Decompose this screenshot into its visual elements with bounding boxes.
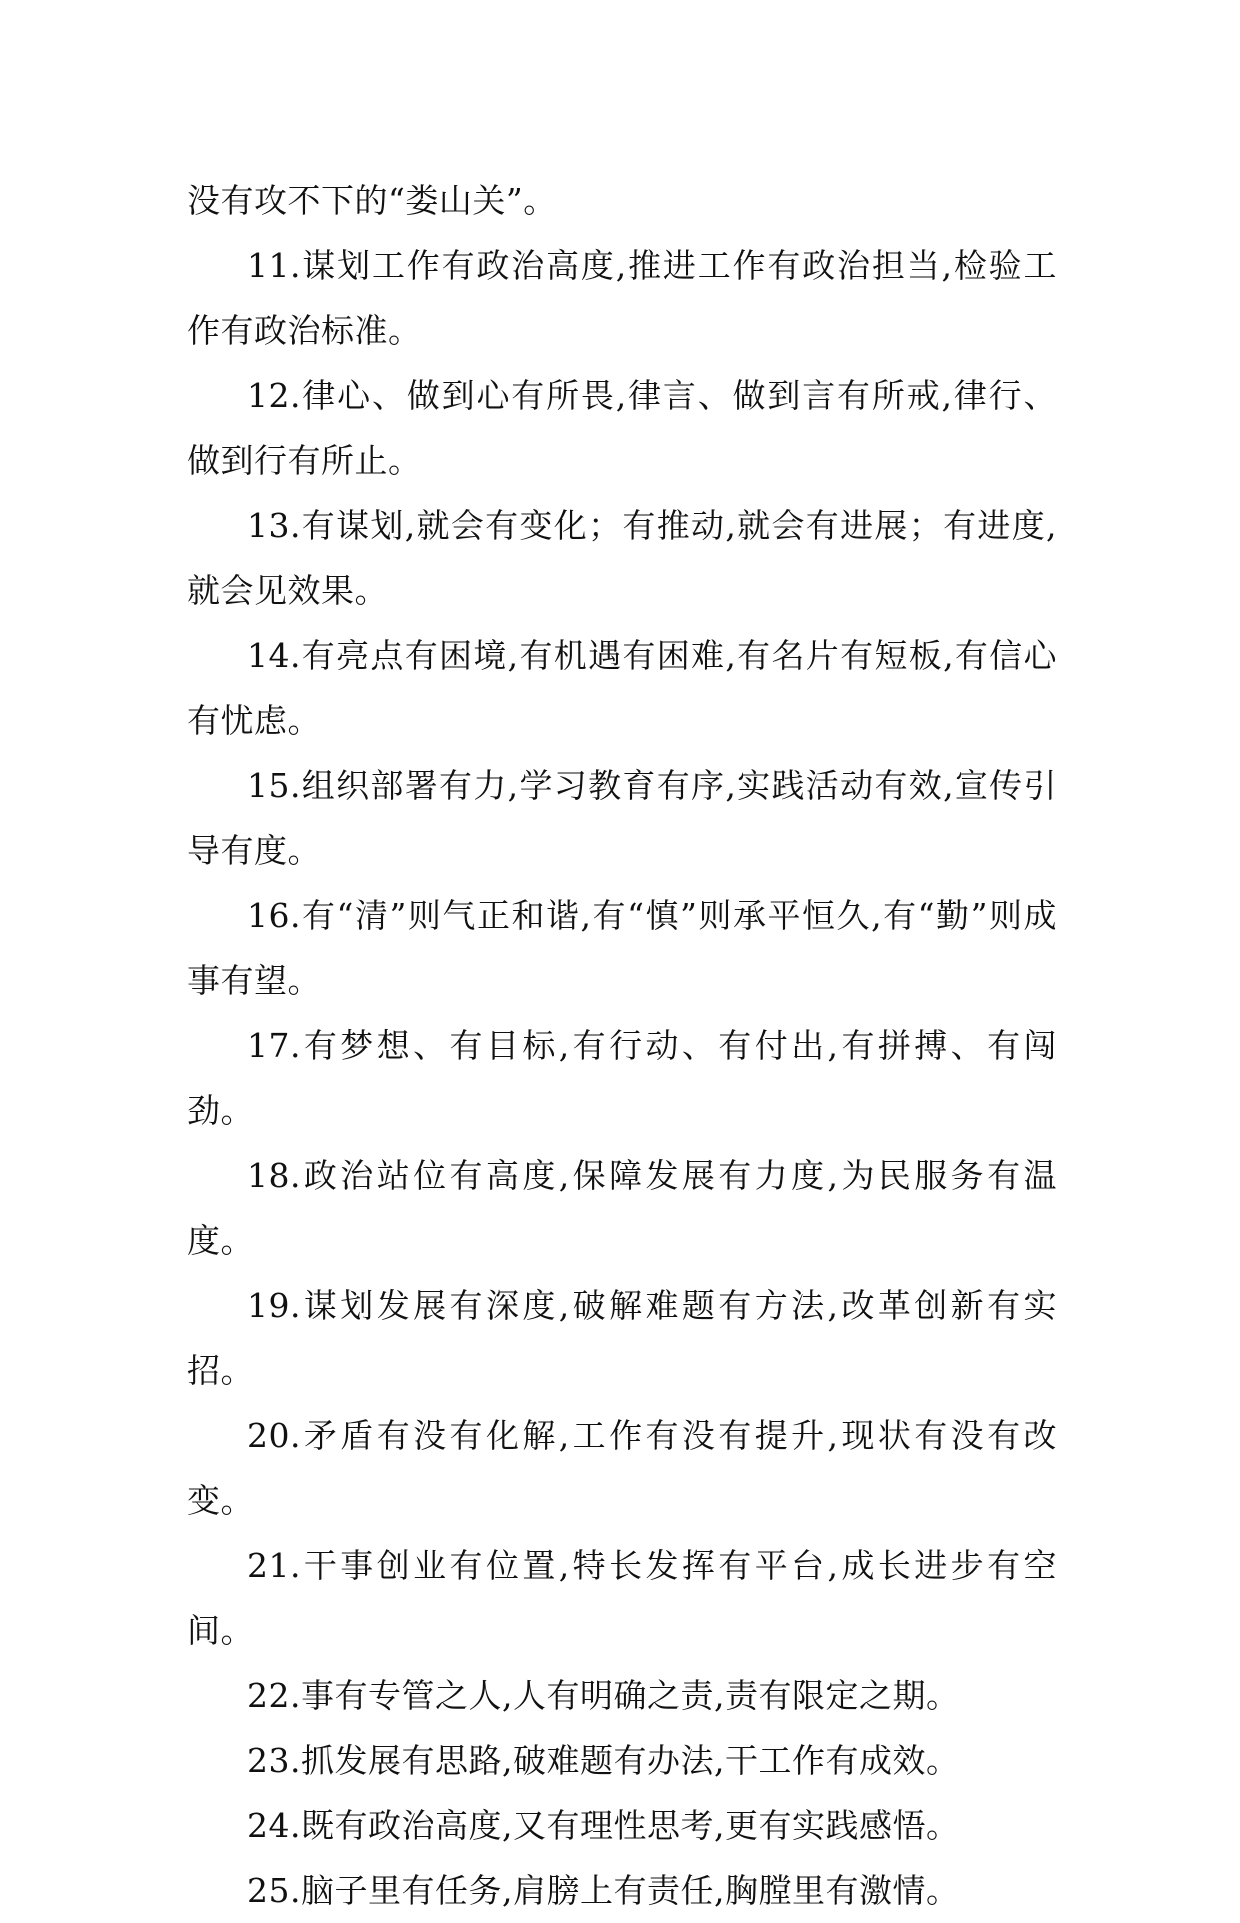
list-item-21: 21.干事创业有位置,特长发挥有平台,成长进步有空间。 [187,1546,1057,1650]
paragraph: 没有攻不下的“娄山关”。 [187,181,557,220]
list-item-23: 23.抓发展有思路,破难题有办法,干工作有成效。 [247,1741,960,1780]
list-item-16: 16.有“清”则气正和谐,有“慎”则承平恒久,有“勤”则成事有望。 [187,896,1057,1000]
list-item-24: 24.既有政治高度,又有理性思考,更有实践感悟。 [247,1806,960,1845]
list-item-25: 25.脑子里有任务,肩膀上有责任,胸膛里有激情。 [247,1871,960,1910]
list-item-20: 20.矛盾有没有化解,工作有没有提升,现状有没有改变。 [187,1416,1057,1520]
list-item-14: 14.有亮点有困境,有机遇有困难,有名片有短板,有信心有忧虑。 [187,636,1057,740]
list-item-11: 11.谋划工作有政治高度,推进工作有政治担当,检验工作有政治标准。 [187,246,1057,350]
document-body [187,168,1057,1923]
list-item-22: 22.事有专管之人,人有明确之责,责有限定之期。 [247,1676,960,1715]
list-item-19: 19.谋划发展有深度,破解难题有方法,改革创新有实招。 [187,1286,1057,1390]
list-item-18: 18.政治站位有高度,保障发展有力度,为民服务有温度。 [187,1156,1057,1260]
list-item-17: 17.有梦想、有目标,有行动、有付出,有拼搏、有闯劲。 [187,1026,1057,1130]
list-item-13: 13.有谋划,就会有变化；有推动,就会有进展；有进度,就会见效果。 [187,506,1057,610]
list-item-15: 15.组织部署有力,学习教育有序,实践活动有效,宣传引导有度。 [187,766,1057,870]
list-item-12: 12.律心、做到心有所畏,律言、做到言有所戒,律行、做到行有所止。 [187,376,1057,480]
